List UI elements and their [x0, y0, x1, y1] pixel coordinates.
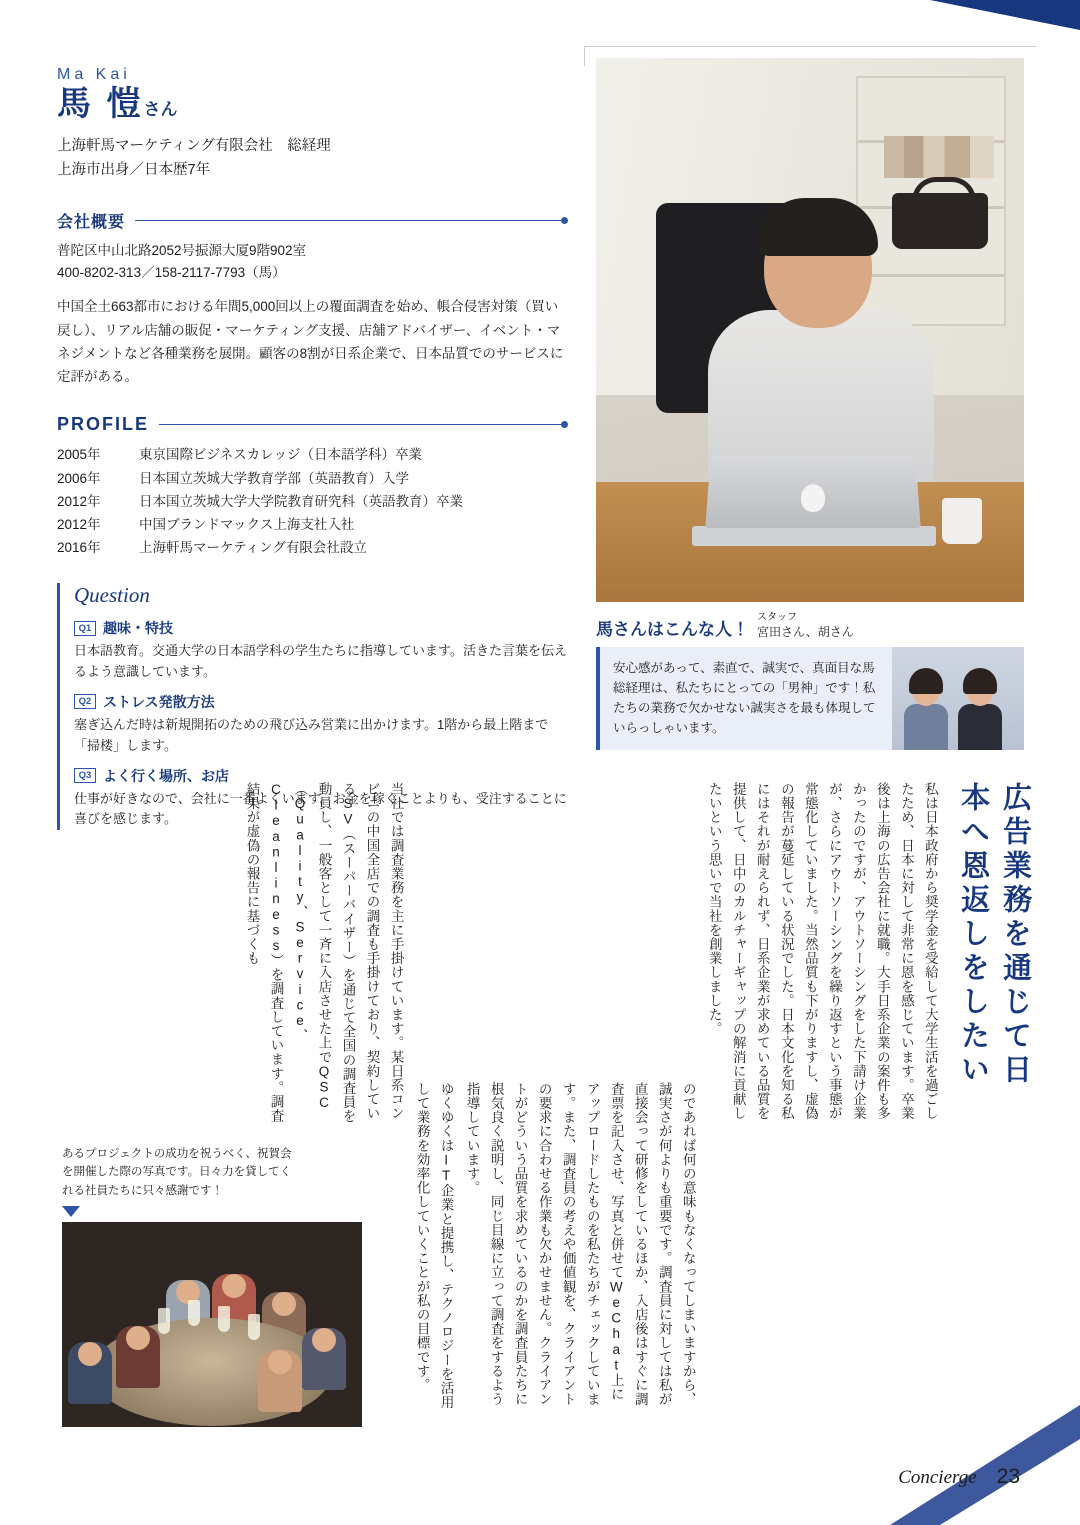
profile-column	[57, 66, 567, 839]
party-glass	[218, 1306, 230, 1332]
staff-torso	[904, 704, 948, 750]
staff-comment-body	[596, 647, 1024, 750]
heading-rule	[159, 424, 567, 425]
party-photo	[62, 1222, 362, 1427]
article-headline: 広告業務を通じて日本へ恩返しをしたい	[956, 782, 1031, 1088]
party-person	[302, 1328, 346, 1390]
company-overview-label: 会社概要	[57, 214, 126, 232]
staff-hair	[909, 668, 943, 694]
timeline-text: 中国ブランドマックス上海支社入社	[139, 516, 355, 532]
q1-answer: 日本語教育。交通大学の日本語学科の学生たちに指導しています。活きた言葉を伝えるよう意識しています。	[74, 643, 567, 680]
q2-badge: Q2	[74, 694, 96, 709]
party-person	[116, 1326, 160, 1388]
list-item	[57, 467, 567, 490]
list-item	[57, 490, 567, 513]
party-person-head	[222, 1274, 246, 1298]
page-footer	[898, 1465, 1020, 1489]
q3-answer: 仕事が好きなので、会社に一番よくいます。お金を稼ぐことよりも、受注することに喜びを感じます。	[74, 790, 567, 827]
profile-label: PROFILE	[57, 414, 150, 435]
portrait-photo	[596, 58, 1024, 602]
list-item	[57, 513, 567, 536]
page-number: 23	[996, 1465, 1020, 1488]
party-glass	[158, 1308, 170, 1334]
staff-photo-person	[954, 668, 1006, 750]
list-item	[57, 443, 567, 466]
qa-header	[74, 618, 567, 638]
party-person-head	[126, 1326, 150, 1350]
question-section-title: Question	[74, 583, 150, 608]
company-contact	[57, 240, 567, 283]
photo-laptop-base	[692, 526, 936, 546]
party-glass	[188, 1300, 200, 1326]
timeline-text: 日本国立茨城大学教育学部（英語教育）入学	[139, 470, 409, 486]
caption-text: あるプロジェクトの成功を祝うべく、祝賀会を開催した際の写真です。日々力を貸してくれる社員たちに只々感謝です！	[62, 1148, 292, 1197]
photo-books	[884, 136, 994, 178]
qa-header	[74, 692, 567, 712]
list-item	[57, 536, 567, 559]
company-address: 普陀区中山北路2052号振源大厦9階902室	[57, 243, 307, 259]
staff-names	[757, 612, 854, 640]
caption-arrow-icon	[62, 1206, 80, 1217]
magazine-brand: Concierge	[898, 1467, 977, 1488]
staff-torso	[958, 704, 1002, 750]
timeline-year: 2016年	[57, 540, 101, 556]
staff-comment-header	[596, 612, 1024, 640]
party-person-head	[78, 1342, 102, 1366]
q1-question: 趣味・特技	[103, 620, 173, 637]
qa-item	[74, 692, 567, 757]
staff-comment-title: 馬さんはこんな人！	[596, 619, 749, 639]
q3-question: よく行く場所、お店	[103, 767, 229, 784]
page-top-margin	[0, 0, 1080, 22]
q2-question: ストレス発散方法	[103, 693, 215, 710]
name-honorific: さん	[143, 100, 178, 119]
timeline-text: 上海軒馬マーケティング有限会社設立	[139, 540, 367, 556]
party-person	[68, 1342, 112, 1404]
timeline-year: 2012年	[57, 493, 101, 509]
party-person-head	[268, 1350, 292, 1374]
q1-badge: Q1	[74, 621, 96, 636]
party-person-head	[312, 1328, 336, 1352]
name-romanized: Ma Kai	[57, 66, 131, 83]
timeline-text: 東京国際ビジネスカレッジ（日本語学科）卒業	[139, 447, 422, 463]
staff-comment-text: 安心感があって、素直で、誠実で、真面目な馬総経理は、私たちにとっての「男神」です！私たちの業務で欠かせない誠実さを最も体現していらっしゃいます。	[596, 647, 892, 750]
timeline-year: 2006年	[57, 470, 101, 486]
heading-rule	[135, 220, 567, 221]
photo-laptop	[705, 456, 921, 528]
company-description: 中国全土663都市における年間5,000回以上の覆面調査を始め、帳合侵害対策（買い戻し）、リアル店舗の販促・マーケティング支援、店舗アドバイザー、イベント・マネジメントなど各種業務を展開。顧客の8割が日系企業で、日本品質でのサービスに定評がある。	[57, 299, 564, 385]
party-person-head	[272, 1292, 296, 1316]
staff-hair	[963, 668, 997, 694]
name-cjk: 馬 愷	[57, 85, 144, 123]
company-title: 上海軒馬マーケティング有限会社 総経理	[57, 138, 331, 155]
article-column-3: のであれば何の意味もなくなってしまいますから、誠実さが何よりも重要です。調査員に対しては私が直接会って研修をしているほか、入店後はすぐに調査票を記入させ、写真と併せてWeChat上にアップロードしたものを私たちがチェックしています。また、調査員の考えや価値観を、クライアントの要求に合わせる作業も欠かせません。クライアントがどういう品質を求めているのかを調査員たちに根気良く説明し、同じ目線に立って調査をするよう指導しています。	[464, 1082, 696, 1407]
staff-photo-person	[900, 668, 952, 750]
q3-badge: Q3	[74, 768, 96, 783]
timeline-year: 2005年	[57, 447, 101, 463]
staff-role-label: スタッフ	[757, 612, 797, 623]
staff-name-list: 宮田さん、胡さん	[757, 624, 854, 639]
party-person	[258, 1350, 302, 1412]
party-glass	[248, 1314, 260, 1340]
timeline-text: 日本国立茨城大学大学院教育研究科（英語教育）卒業	[139, 493, 463, 509]
shelf-board	[858, 274, 1004, 277]
party-photo-caption	[62, 1145, 292, 1217]
company-and-origin	[57, 135, 567, 183]
top-right-wedge-decoration	[930, 0, 1080, 30]
profile-heading	[57, 414, 567, 435]
company-overview-heading	[57, 209, 567, 232]
qa-item	[74, 618, 567, 683]
staff-photo	[892, 647, 1024, 750]
article-column-4: ゆくゆくはIT企業と提携し、テクノロジーを活用して業務を効率化していくことが私の目標です。	[414, 1082, 454, 1410]
origin-line: 上海市出身／日本歴7年	[57, 162, 211, 179]
profile-timeline	[57, 443, 567, 559]
timeline-year: 2012年	[57, 516, 101, 532]
q2-answer: 塞ぎ込んだ時は新規開拓のための飛び込み営業に出かけます。1階から最上階まで「掃楼」します。	[74, 716, 549, 753]
article-column-1: 私は日本政府から奨学金を受給して大学生活を過ごしたため、日本に対して非常に恩を感じています。卒業後は上海の広告会社に就職。大手日系企業の案件も多かったのですが、アウトソーシングをした下請け企業が、さらにアウトソーシングを繰り返すという事態が常態化していました。当然品質も下がりますし、虚偽の報告が蔓延している状況でした。日本文化を知る私にはそれが耐えられず、日系企業が求めている品質を提供して、日中のカルチャーギャップの解消に貢献したいという思いで当社を創業しました。	[706, 782, 938, 1121]
article-column-2: 当社では調査業務を主に手掛けています。某日系コンビニの中国全店での調査も手掛けており、契約しているSV（スーパーバイザー）を通じて全国の調査員を動員し、一般客として一斉に入店させた上でQSC（Quality、Service、Cleanliness）を調査しています。調査結果が虚偽の報告に基づくも	[244, 782, 404, 1124]
photo-handbag	[892, 193, 988, 249]
company-phone: 400-8202-313／158-2117-7793（馬）	[57, 264, 286, 280]
page-title	[57, 86, 567, 123]
staff-comment-section	[596, 612, 1024, 750]
photo-mug	[942, 498, 982, 544]
